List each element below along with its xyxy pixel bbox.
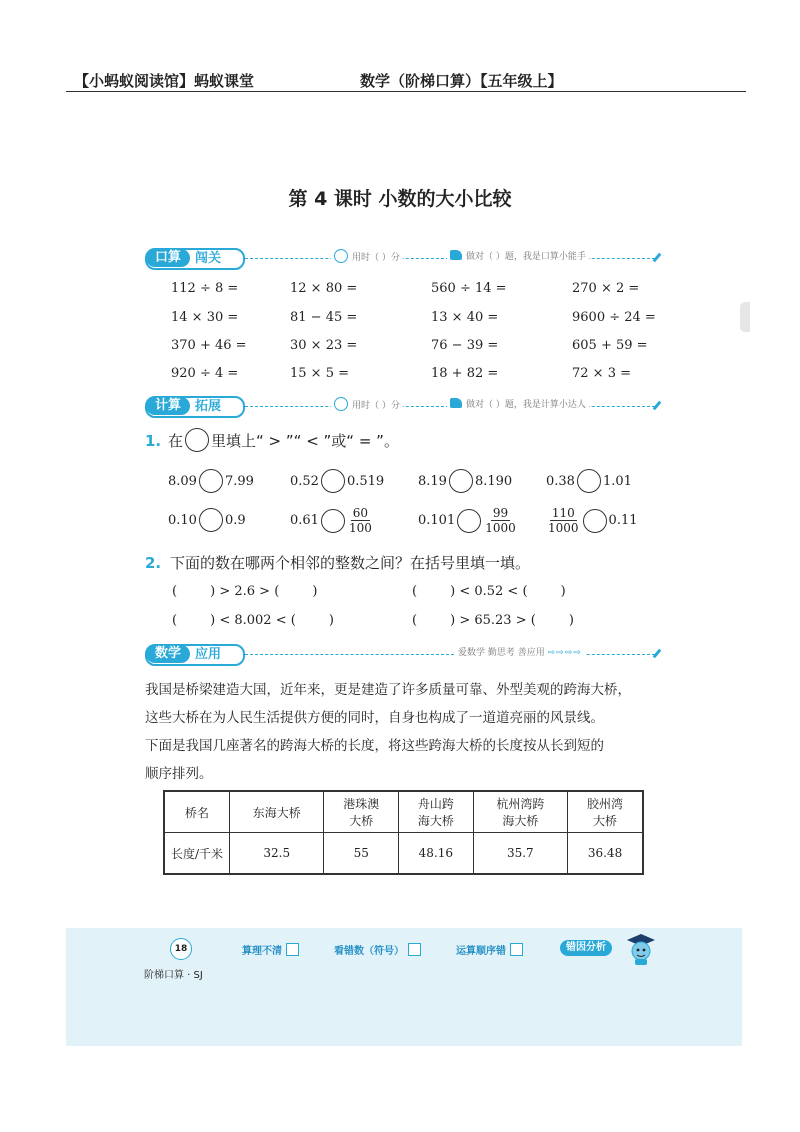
table-cell: 长度/千米 [164, 833, 230, 875]
application-tagline [455, 645, 585, 658]
compare-item [290, 506, 374, 535]
question-2-text: 下面的数在哪两个相邻的整数之间？在括号里填一填。 [170, 554, 531, 572]
bridge-length-table [163, 790, 644, 875]
error-type-label: 运算顺序错 [456, 946, 506, 957]
compare-item [418, 506, 518, 535]
calc-item: 81 − 45 = [290, 310, 358, 325]
inequality-item: ( ) < 0.52 < ( ) [412, 584, 566, 599]
table-header-cell: 舟山跨 海大桥 [399, 791, 474, 833]
pencil-icon [653, 401, 662, 411]
table-header-cell: 港珠澳 大桥 [324, 791, 399, 833]
section-calc-extend-bar [145, 396, 665, 416]
arrows-icon: ⇨⇨⇨⇨ [547, 648, 582, 658]
time-stat [331, 397, 403, 411]
page-edge-tab [740, 302, 750, 332]
time-stat-text: 用时（ ）分 [352, 401, 400, 411]
section-label-b: 应用 [195, 647, 222, 662]
mascot-graduate-icon [626, 932, 656, 966]
answer-circle[interactable] [321, 509, 345, 533]
calc-item: 12 × 80 = [290, 281, 358, 296]
section-label-a: 计算 [146, 397, 190, 415]
fraction-numerator: 60 [352, 506, 369, 520]
thumbs-up-icon [450, 250, 462, 260]
calc-item: 560 ÷ 14 = [431, 281, 507, 296]
calc-item: 9600 ÷ 24 = [572, 310, 656, 325]
section-label-a: 口算 [146, 249, 190, 267]
table-header-row [164, 791, 643, 833]
series-label: 阶梯口算 · SJ [144, 970, 203, 981]
answer-circle[interactable] [583, 509, 607, 533]
paragraph-line: 这些大桥在为人民生活提供方便的同时，自身也构成了一道道亮丽的风景线。 [145, 710, 604, 726]
inequality-item: ( ) > 2.6 > ( ) [172, 584, 318, 599]
calc-item: 76 − 39 = [431, 338, 499, 353]
compare-left: 0.61 [290, 513, 319, 528]
compare-right: 0.9 [224, 512, 246, 528]
answer-circle[interactable] [185, 428, 209, 452]
calc-item: 30 × 23 = [290, 338, 358, 353]
table-header-cell: 杭州湾跨 海大桥 [473, 791, 567, 833]
compare-right: 8.190 [474, 473, 513, 489]
paragraph-line: 顺序排列。 [145, 766, 213, 782]
table-cell: 55 [324, 833, 399, 875]
calc-item: 605 + 59 = [572, 338, 648, 353]
calc-item: 18 + 82 = [431, 366, 499, 381]
table-cell: 36.48 [568, 833, 643, 875]
question-1-text-a: 在 [168, 431, 184, 450]
calc-item: 15 × 5 = [290, 366, 349, 381]
paragraph-line: 我国是桥梁建造大国，近年来，更是建造了许多质量可靠、外型美观的跨海大桥， [145, 682, 631, 698]
section-label-a: 数学 [146, 645, 190, 663]
fraction-numerator: 110 [551, 506, 575, 520]
compare-right: 1.01 [602, 473, 632, 489]
thumbs-up-icon [450, 398, 462, 408]
time-stat [331, 249, 403, 263]
compare-right: 7.99 [224, 473, 254, 489]
calc-item: 920 ÷ 4 = [171, 366, 239, 381]
fraction [349, 506, 372, 535]
fraction [548, 506, 579, 535]
question-number: 1. [145, 432, 162, 450]
tagline-text: 爱数学 勤思考 善应用 [458, 648, 545, 658]
answer-circle[interactable] [457, 509, 481, 533]
error-checkbox[interactable] [510, 943, 523, 956]
fraction-numerator: 99 [492, 506, 509, 520]
compare-left: 0.52 [290, 473, 319, 489]
correct-stat-text: 做对（ ）题，我是口算小能手 [466, 252, 586, 262]
calc-item: 370 + 46 = [171, 338, 247, 353]
compare-left: 0.38 [546, 473, 575, 489]
compare-item [290, 469, 384, 493]
correct-stat-text: 做对（ ）题，我是计算小达人 [466, 400, 586, 410]
section-label [145, 644, 245, 666]
calc-item: 13 × 40 = [431, 310, 499, 325]
section-label [145, 396, 245, 418]
fraction [485, 506, 516, 535]
error-type-3 [456, 942, 523, 957]
table-cell: 35.7 [473, 833, 567, 875]
table-header-cell: 桥名 [164, 791, 230, 833]
section-math-application-bar [145, 644, 665, 664]
compare-item [168, 508, 246, 532]
fraction-denominator: 1000 [548, 521, 579, 535]
clock-icon [334, 249, 348, 263]
section-dash-line [245, 654, 655, 655]
section-label-b: 闯关 [195, 251, 222, 266]
fraction-denominator: 100 [348, 521, 372, 535]
question-number: 2. [145, 554, 162, 572]
lesson-title: 第 4 课时 小数的大小比较 [288, 188, 512, 210]
table-header-cell: 胶州湾 大桥 [568, 791, 643, 833]
compare-item [546, 506, 638, 535]
table-cell: 32.5 [230, 833, 324, 875]
book-subject-title: 数学（阶梯口算）【五年级上】 [360, 72, 563, 90]
error-analysis-footer [66, 928, 742, 1046]
correct-stat [447, 397, 589, 410]
compare-left: 8.19 [418, 473, 447, 489]
inequality-item: ( ) > 65.23 > ( ) [412, 613, 574, 628]
answer-circle[interactable] [199, 508, 223, 532]
question-1-text-b: 里填上“ > ”“ < ”或“ = ”。 [211, 431, 399, 450]
table-cell: 48.16 [399, 833, 474, 875]
time-stat-text: 用时（ ）分 [352, 253, 400, 263]
clock-icon [334, 397, 348, 411]
correct-stat [447, 249, 589, 262]
compare-item [168, 469, 254, 493]
question-1-text [168, 428, 399, 452]
paragraph-line: 下面是我国几座著名的跨海大桥的长度，将这些跨海大桥的长度按从长到短的 [145, 738, 604, 754]
compare-right: 0.519 [346, 473, 385, 489]
section-label-b: 拓展 [195, 399, 222, 414]
compare-left: 0.101 [418, 513, 456, 528]
error-checkbox[interactable] [408, 943, 421, 956]
error-analysis-tag: 错因分析 [560, 940, 612, 956]
compare-item [418, 469, 512, 493]
error-type-label: 算理不清 [242, 946, 282, 957]
answer-circle[interactable] [199, 469, 223, 493]
error-checkbox[interactable] [286, 943, 299, 956]
compare-left: 0.10 [168, 512, 197, 528]
pencil-icon [653, 649, 662, 659]
page-number: 18 [170, 938, 192, 960]
table-header-cell: 东海大桥 [230, 791, 324, 833]
inequality-item: ( ) < 8.002 < ( ) [172, 613, 334, 628]
fraction-denominator: 1000 [485, 521, 516, 535]
compare-right: 0.11 [608, 513, 638, 528]
pencil-icon [653, 253, 662, 263]
compare-item [546, 469, 632, 493]
error-type-1 [242, 942, 299, 957]
answer-circle[interactable] [577, 469, 601, 493]
calc-item: 112 ÷ 8 = [171, 281, 239, 296]
book-series-title: 【小蚂蚁阅读馆】蚂蚁课堂 [74, 72, 255, 90]
header-divider [66, 91, 746, 92]
problem-paragraph [145, 676, 665, 788]
calc-item: 270 × 2 = [572, 281, 640, 296]
compare-left: 8.09 [168, 473, 197, 489]
error-type-label: 看错数（符号） [334, 946, 404, 957]
section-label [145, 248, 245, 270]
calc-item: 14 × 30 = [171, 310, 239, 325]
answer-circle[interactable] [321, 469, 345, 493]
calc-item: 72 × 3 = [572, 366, 631, 381]
answer-circle[interactable] [449, 469, 473, 493]
error-type-2 [334, 942, 421, 957]
table-row [164, 833, 643, 875]
section-oral-calc-bar [145, 248, 665, 268]
